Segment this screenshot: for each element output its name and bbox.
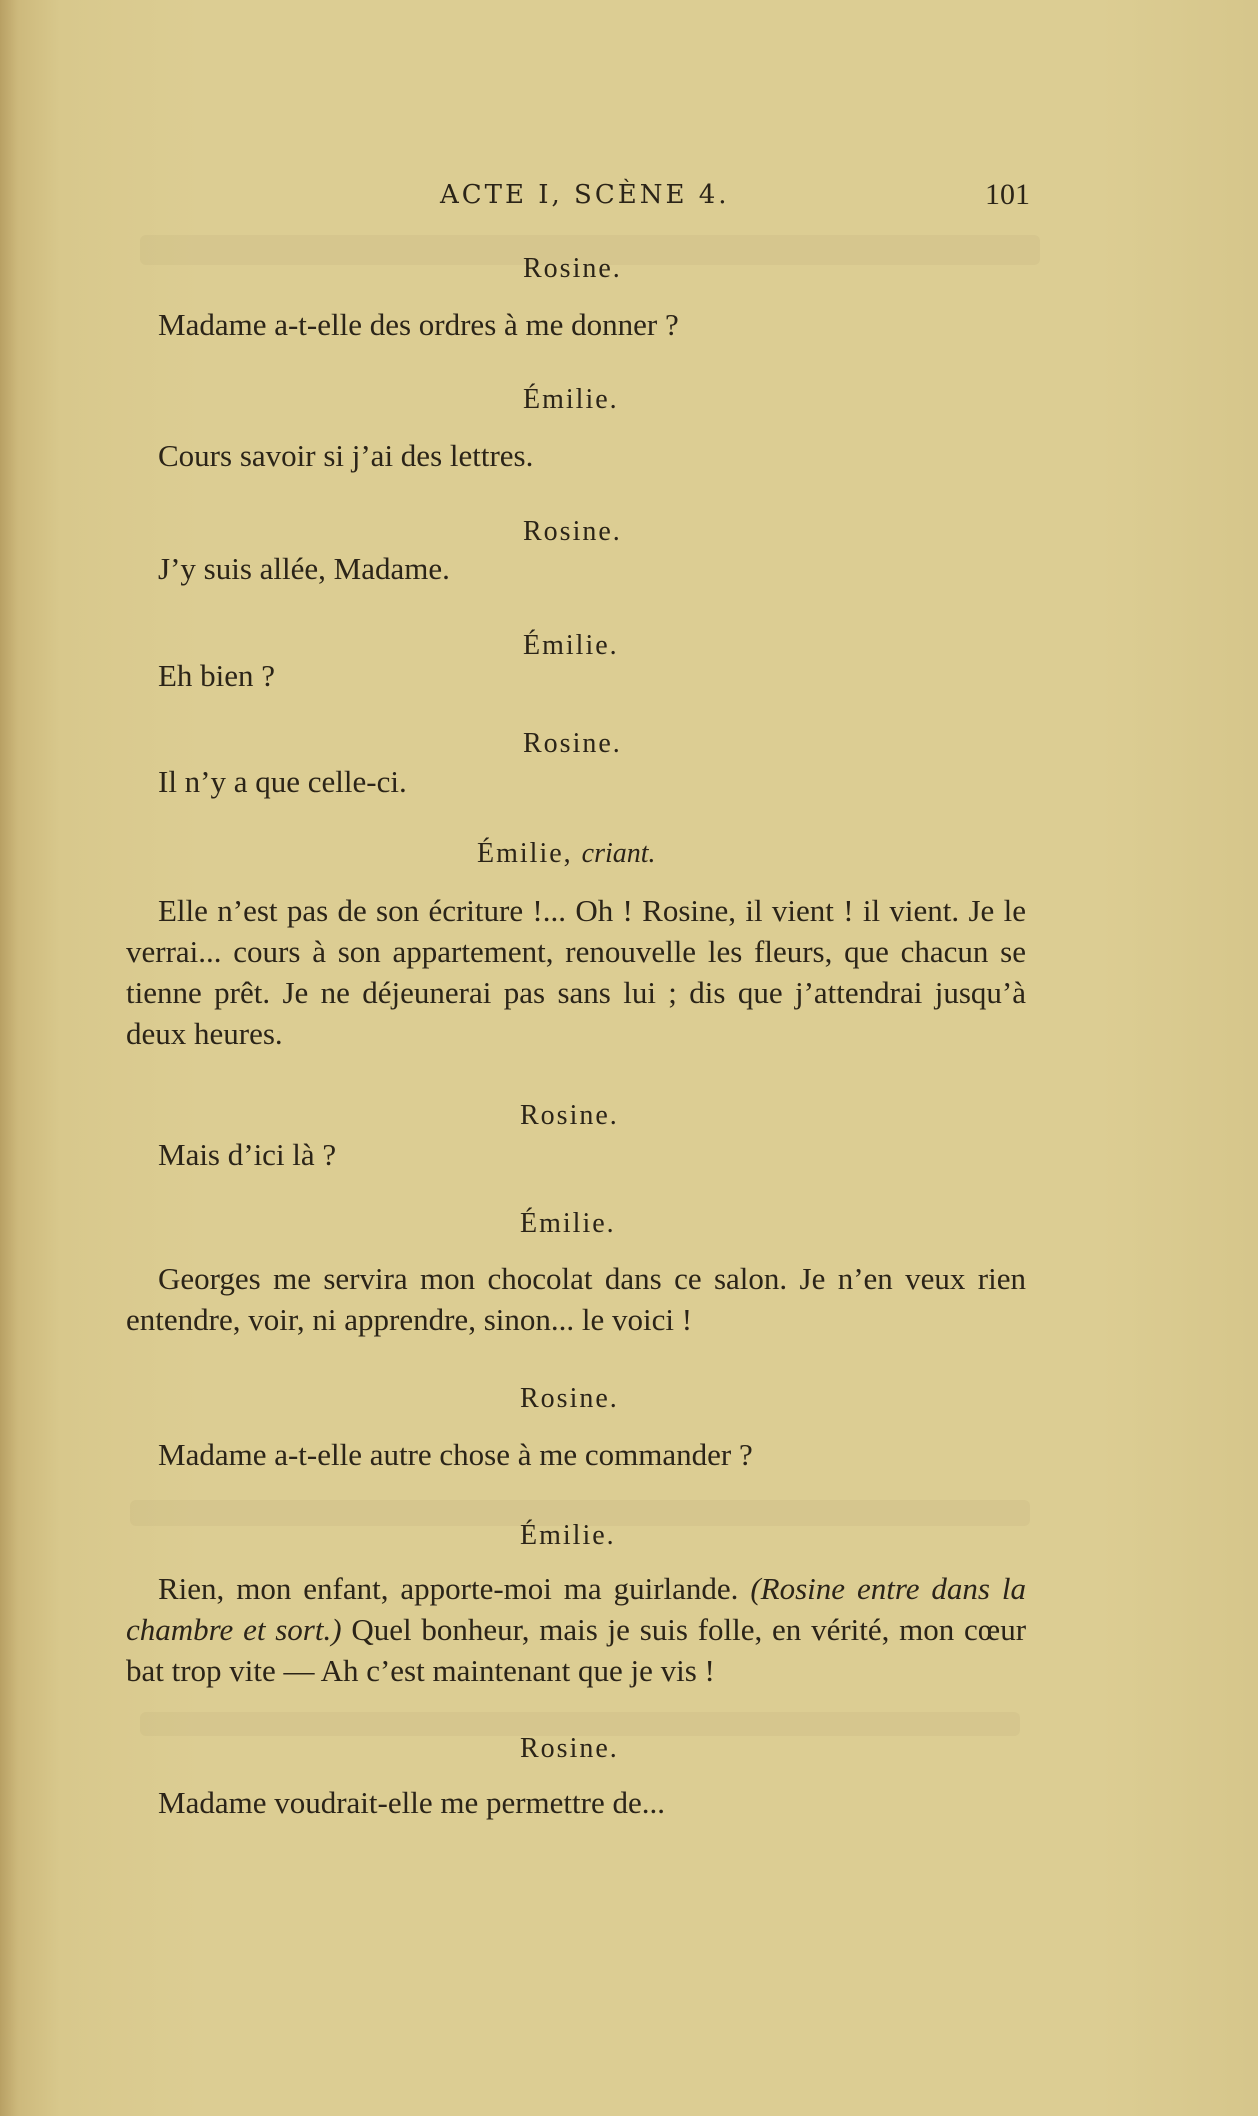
speaker-name: Rosine. [520, 1100, 619, 1131]
dialogue-line: J’y suis allée, Madame. [158, 551, 450, 586]
speaker-name: Émilie. [523, 384, 619, 415]
dialogue-line: Cours savoir si j’ai des lettres. [158, 438, 534, 473]
dialogue-text: Elle n’est pas de son écriture !... Oh ! Rosine, il vient ! il vient. Je le verrai... cours à son appartement, renouvelle les fleurs, que chacun se tienne prêt. Je ne déjeunerai pas sans lui ; dis que j’attendrai jusqu’à deux heures. [126, 893, 1026, 1051]
dialogue-paragraph [126, 890, 1026, 1054]
speaker-name [477, 838, 656, 870]
stage-direction: criant. [581, 838, 656, 869]
speaker-name: Rosine. [520, 1383, 619, 1414]
page-number: 101 [985, 178, 1030, 211]
speaker-name-text: Émilie, [477, 838, 573, 869]
stage-direction: (Rosine entre dans la chambre et sort.) [126, 1571, 1027, 1647]
running-title: ACTE I, SCÈNE 4. [440, 180, 730, 210]
dialogue-line: Madame a-t-elle autre chose à me commander ? [158, 1437, 753, 1472]
dialogue-text: Quel bonheur, mais je suis folle, en vérité, mon cœur bat trop vite — Ah c’est maintenant que je vis ! [126, 1612, 1027, 1688]
page-header [440, 180, 1030, 220]
dialogue-paragraph [126, 1258, 1026, 1340]
dialogue-line: Il n’y a que celle-ci. [158, 764, 407, 799]
speaker-name: Émilie. [520, 1520, 616, 1551]
speaker-name: Rosine. [523, 516, 622, 547]
speaker-name: Rosine. [523, 728, 622, 759]
speaker-name: Émilie. [520, 1208, 616, 1239]
dialogue-line: Eh bien ? [158, 658, 276, 693]
dialogue-paragraph [126, 1568, 1026, 1691]
speaker-name: Émilie. [523, 630, 619, 661]
dialogue-line: Mais d’ici là ? [158, 1137, 337, 1172]
dialogue-text: Rien, mon enfant, apporte-moi ma guirlande. [158, 1571, 739, 1606]
speaker-name: Rosine. [523, 253, 622, 284]
dialogue-text: Georges me servira mon chocolat dans ce salon. Je n’en veux rien entendre, voir, ni apprendre, sinon... le voici ! [126, 1261, 1026, 1337]
dialogue-line: Madame a-t-elle des ordres à me donner ? [158, 307, 679, 342]
dialogue-line: Madame voudrait-elle me permettre de... [158, 1785, 665, 1820]
speaker-name: Rosine. [520, 1733, 619, 1764]
